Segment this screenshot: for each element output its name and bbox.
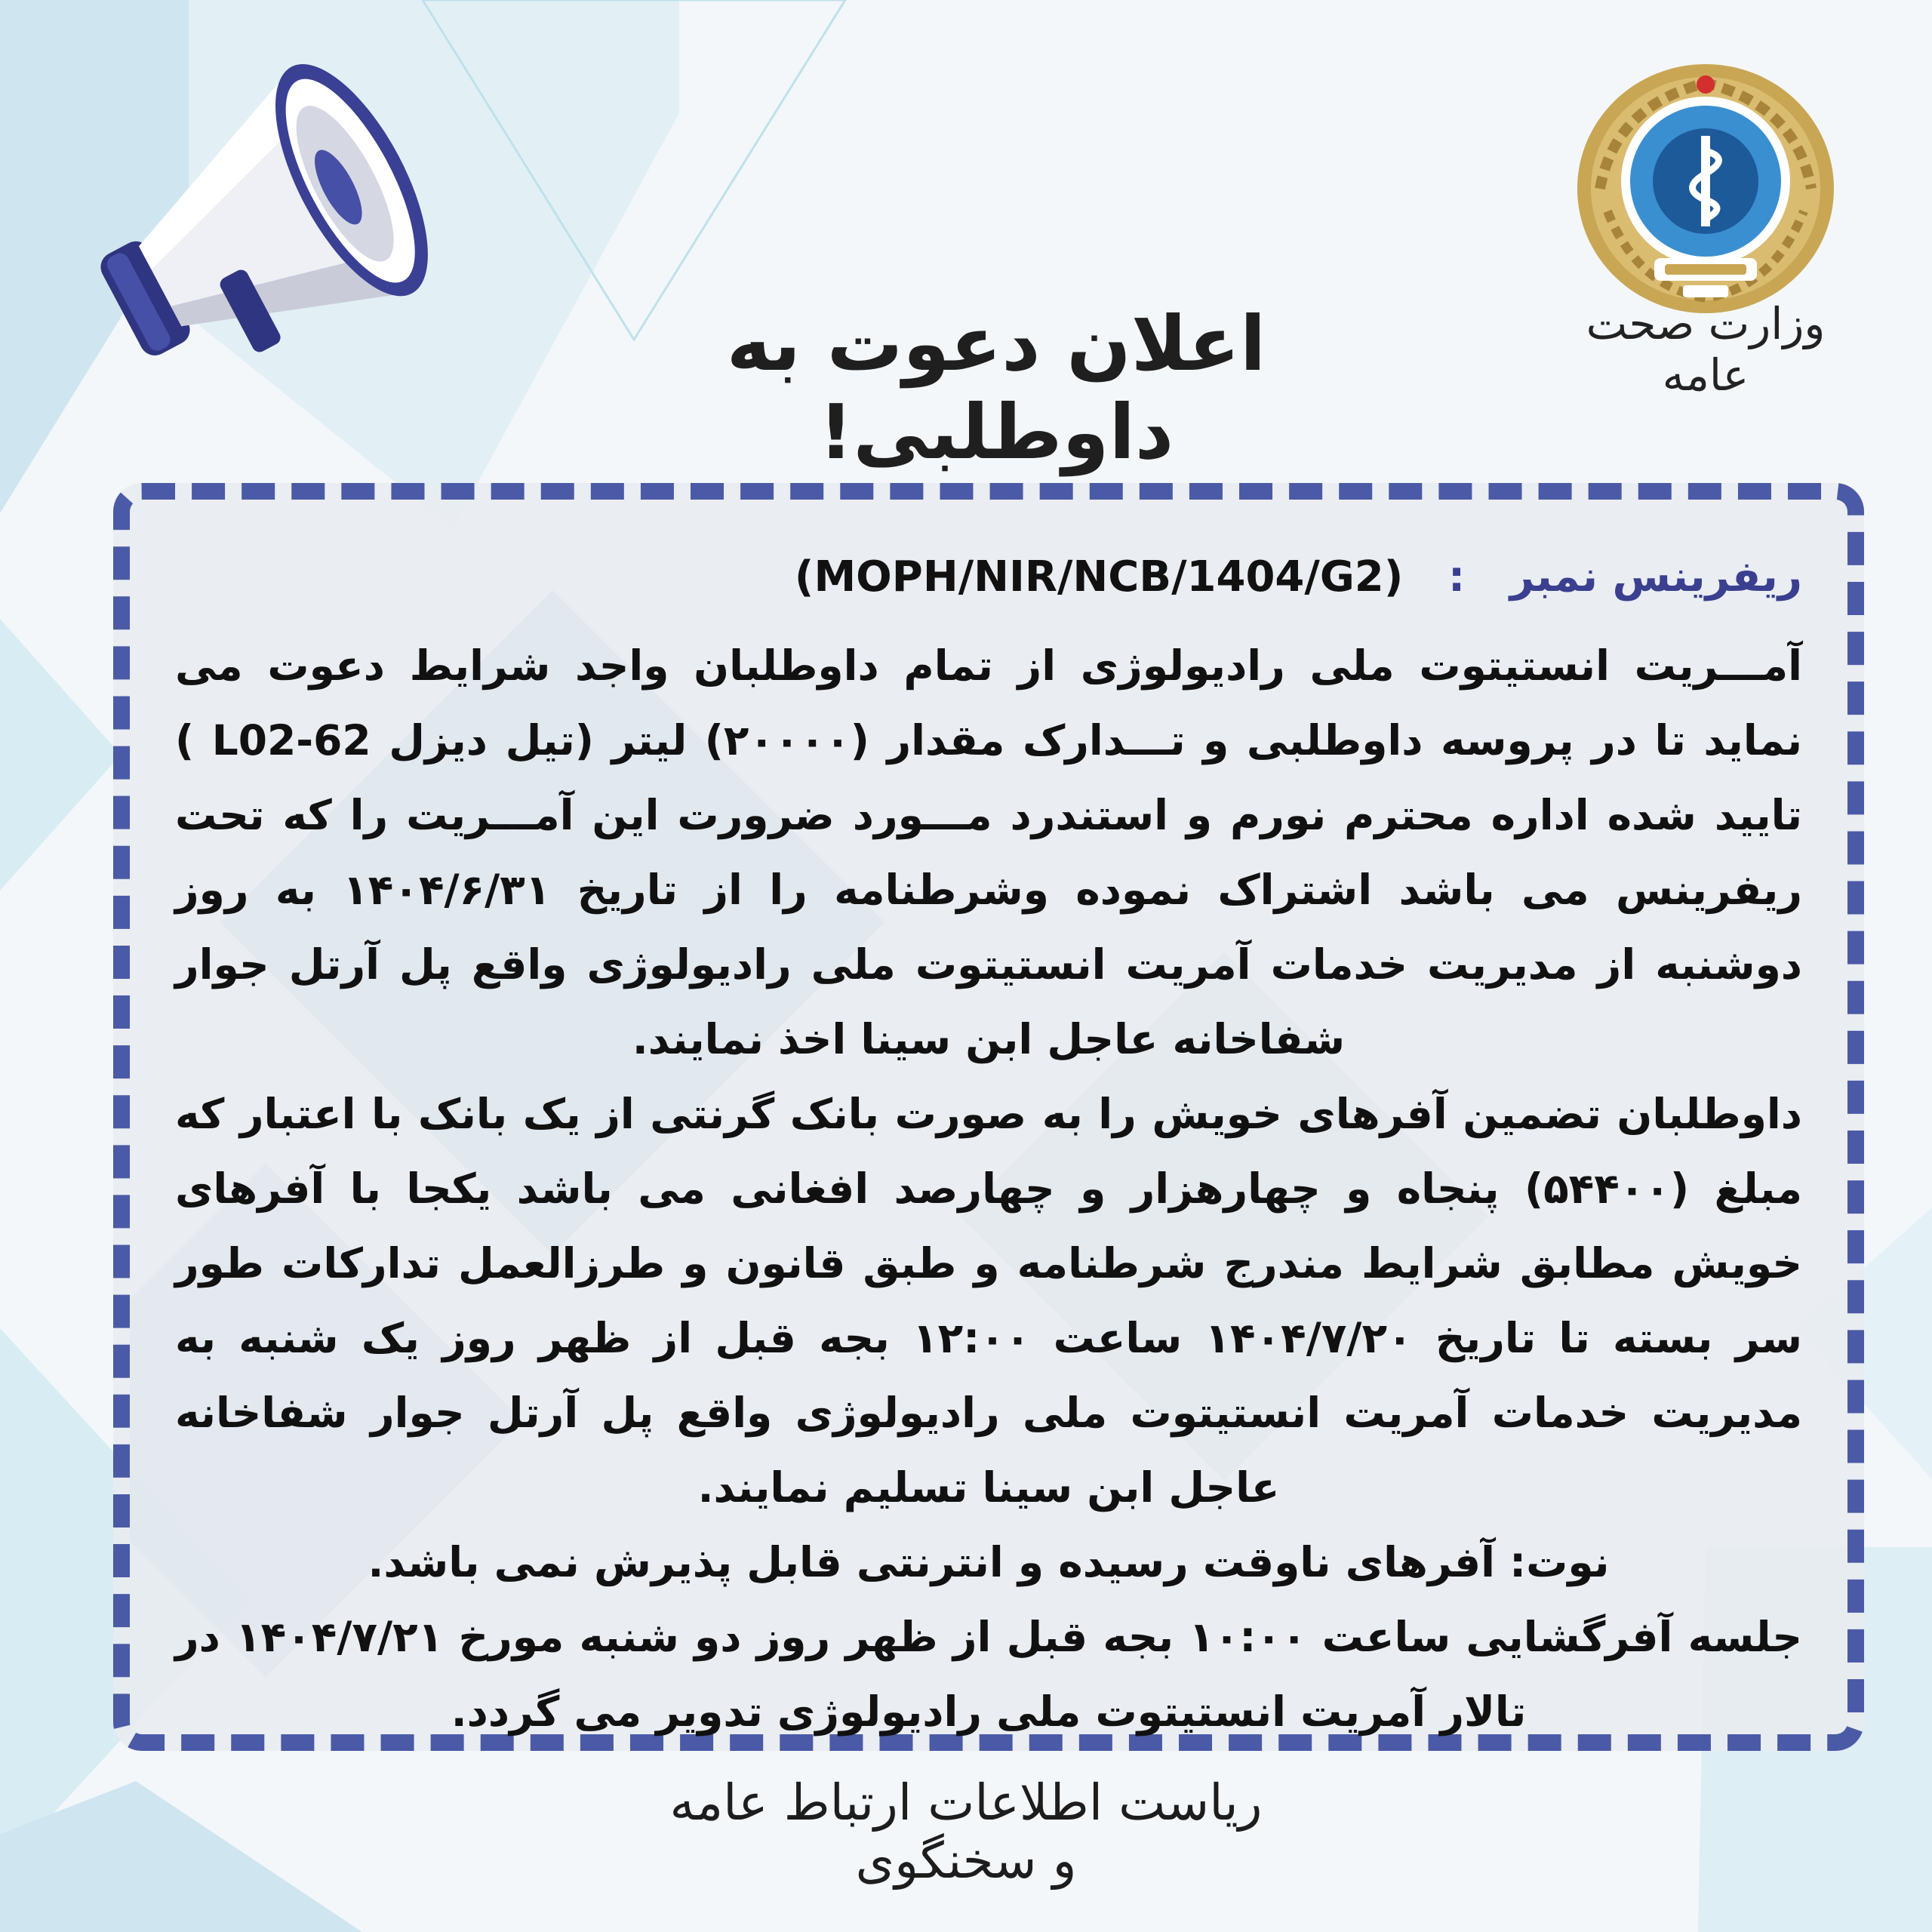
reference-label: ریفرینس نمبر	[1509, 552, 1802, 601]
ministry-name-calligraphy: وزارت صحت عامه	[1586, 298, 1826, 401]
reference-code: (MOPH/NIR/NCB/1404/G2)	[794, 552, 1404, 601]
reference-line	[175, 552, 1802, 601]
notice-paragraph-invitation: آمـــریت انستیتوت ملی رادیولوژی از تمام داوطلبان واجد شرایط دعوت می نماید تا در پروسه داوطلبی و تـــدارک مقدار (۲۰۰۰۰) لیتر (تیل دیزل L02-62 ) تایید شده اداره محترم نورم و استندرد مـــورد ضرورت این آمـــریت را که تحت ریفرینس می باشد اشتراک نموده وشرطنامه را از تاریخ ۱۴۰۴/۶/۳۱ به روز دوشنبه از مدیریت خدمات آمریت انستیتوت ملی رادیولوژی واقع پل آرتل جوار شفاخانه عاجل ابن سینا اخذ نمایند.	[175, 641, 1802, 1063]
reference-colon: :	[1447, 552, 1466, 601]
notice-panel	[113, 483, 1864, 1751]
notice-note: نوت: آفرهای ناوقت رسیده و انترنتی قابل پذیرش نمی باشد.	[368, 1538, 1610, 1586]
page-title: اعلان دعوت به داوطلبی!	[726, 300, 1266, 476]
ministry-logo	[1570, 60, 1841, 317]
notice-content	[175, 552, 1803, 1736]
notice-paragraph-guarantee: داوطلبان تضمین آفرهای خویش را به صورت بانک گرنتی از یک بانک با اعتبار که مبلغ (۵۴۴۰۰) پنجاه و چهارهزار و چهارصد افغانی می باشد یکجا با آفرهای خویش مطابق شرایط مندرج شرطنامه و طبق قانون و طرزالعمل تدارکات طور سر بسته تا تاریخ ۱۴۰۴/۷/۲۰ ساعت ۱۲:۰۰ بجه قبل از ظهر روز یک شنبه به مدیریت خدمات آمریت انستیتوت ملی رادیولوژی واقع پل آرتل جوار شفاخانه عاجل ابن سینا تسلیم نمایند.	[175, 1090, 1803, 1512]
notice-paragraph-opening-session: جلسه آفرگشایی ساعت ۱۰:۰۰ بجه قبل از ظهر روز دو شنبه مورخ ۱۴۰۴/۷/۲۱ در تالار آمریت انستیتوت ملی رادیولوژی تدویر می گردد.	[175, 1613, 1802, 1736]
megaphone-icon	[75, 45, 468, 400]
footer-calligraphy: ریاست اطلاعات ارتباط عامه و سخنگوی	[669, 1774, 1263, 1890]
